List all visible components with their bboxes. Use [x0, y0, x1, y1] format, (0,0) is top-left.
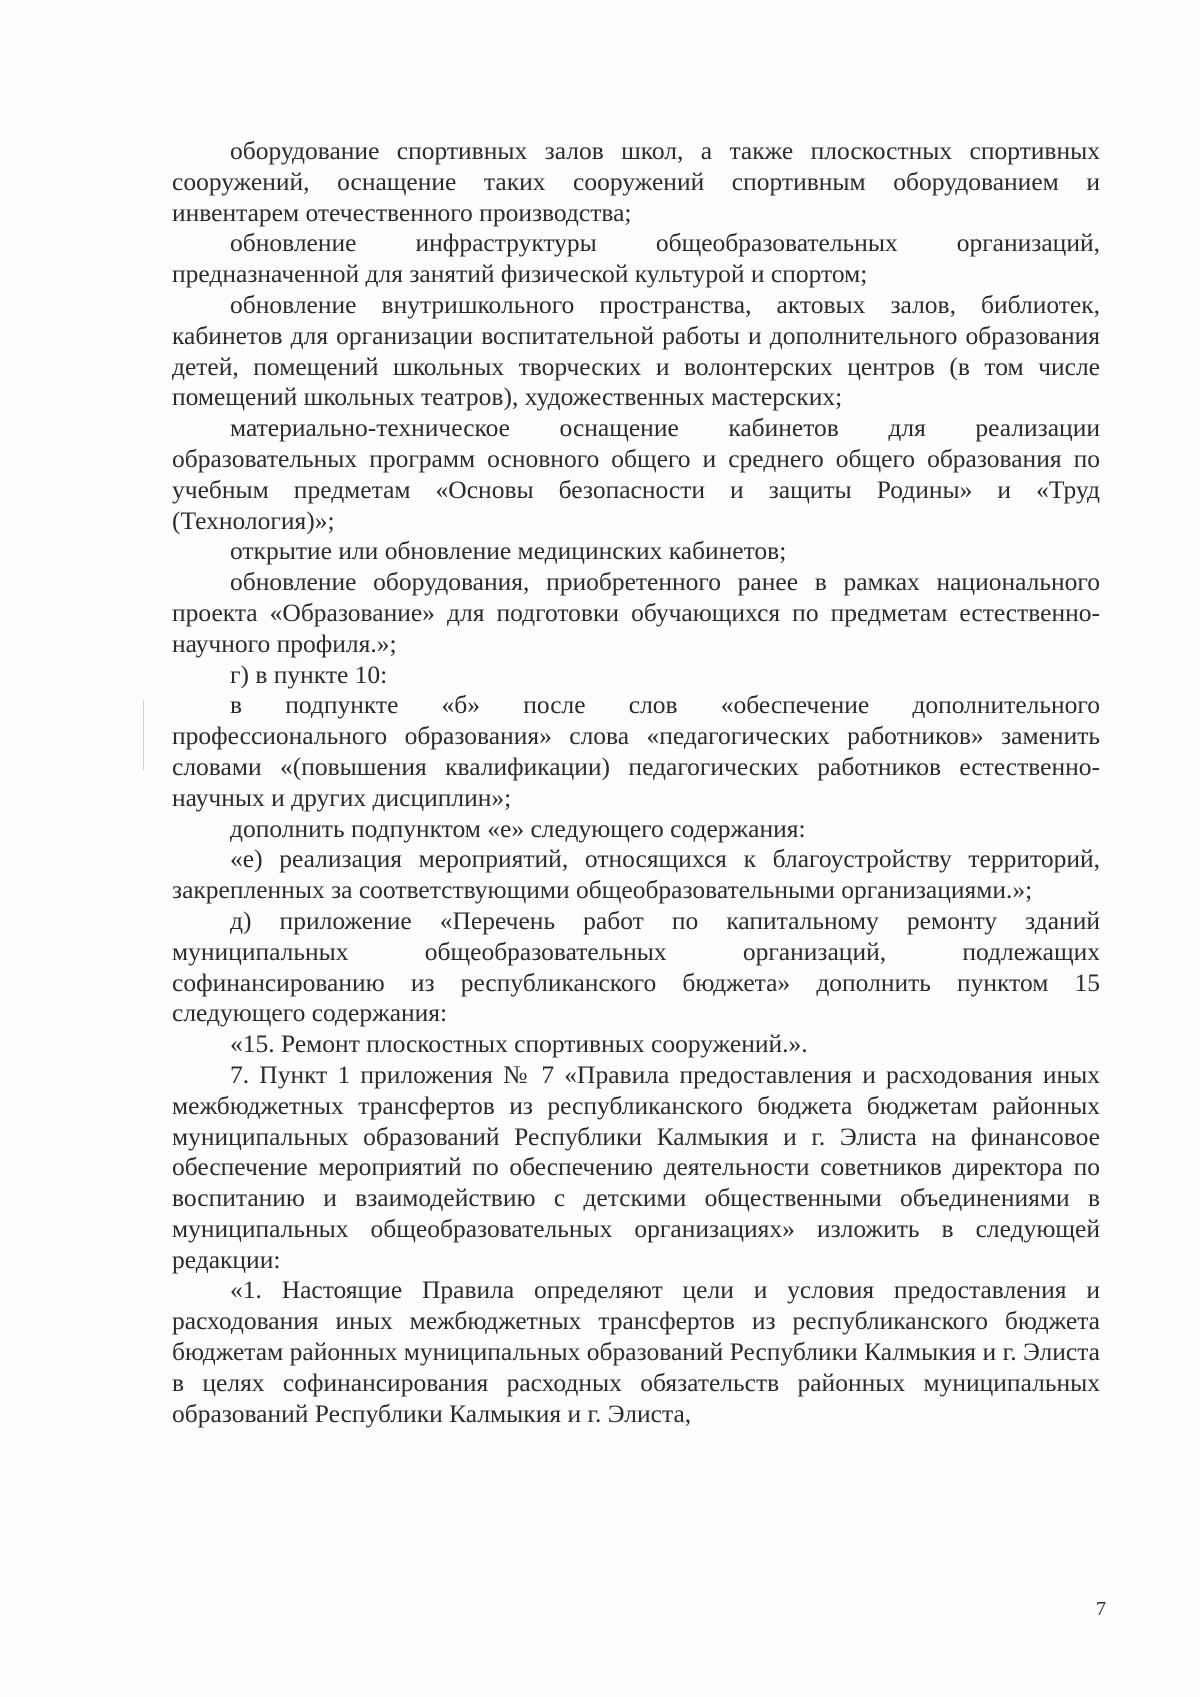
paragraph: в подпункте «б» после слов «обеспечение дополнительного профессионального образования» слова «педагогических работников» заменить словами «(повышения квалификации) педагогических работников естественно-научных и других дисциплин»; — [172, 690, 1100, 812]
scan-artifact — [143, 700, 144, 770]
paragraph: «е) реализация мероприятий, относящихся к благоустройству территорий, закрепленных за соответствующими общеобразовательными организациями.»; — [172, 844, 1100, 905]
paragraph: дополнить подпунктом «е» следующего содержания: — [230, 813, 806, 843]
page-number: 7 — [1096, 1598, 1106, 1620]
paragraph: обновление оборудования, приобретенного ранее в рамках национального проекта «Образование» для подготовки обучающихся по предметам естественно-научного профиля.»; — [172, 567, 1100, 658]
paragraph: 7. Пункт 1 приложения № 7 «Правила предоставления и расходования иных межбюджетных трансфертов из республиканского бюджета бюджетам районных муниципальных образований Республики Калмыкия и г. Элиста на финансовое обеспечение мероприятий по обеспечению деятельности советников директора по воспитанию и взаимодействию с детскими общественными объединениями в муниципальных общеобразовательных организациях» изложить в следующей редакции: — [172, 1059, 1100, 1274]
paragraph: г) в пункте 10: — [230, 659, 388, 689]
paragraph: обновление инфраструктуры общеобразовательных организаций, предназначенной для занятий физической культурой и спортом; — [172, 228, 1100, 289]
paragraph: открытие или обновление медицинских кабинетов; — [230, 536, 787, 566]
paragraph: обновление внутришкольного пространства, актовых залов, библиотек, кабинетов для организации воспитательной работы и дополнительного образования детей, помещений школьных творческих и волонтерских центров (в том числе помещений школьных театров), художественных мастерских; — [172, 289, 1100, 412]
paragraph: д) приложение «Перечень работ по капитальному ремонту зданий муниципальных общеобразовательных организаций, подлежащих софинансированию из республиканского бюджета» дополнить пунктом 15 следующего содержания: — [172, 905, 1100, 1028]
paragraph: «15. Ремонт плоскостных спортивных сооружений.». — [230, 1029, 808, 1059]
paragraph: оборудование спортивных залов школ, а также плоскостных спортивных сооружений, оснащение таких сооружений спортивным оборудованием и инвентарем отечественного производства; — [172, 136, 1100, 227]
paragraph: материально-техническое оснащение кабинетов для реализации образовательных программ основного общего и среднего общего образования по учебным предметам «Основы безопасности и защиты Родины» и «Труд (Технология)»; — [172, 413, 1100, 535]
document-body — [172, 136, 1100, 1429]
paragraph: «1. Настоящие Правила определяют цели и условия предоставления и расходования иных межбюджетных трансфертов из республиканского бюджета бюджетам районных муниципальных образований Республики Калмыкия и г. Элиста в целях софинансирования расходных обязательств районных муниципальных образований Республики Калмыкия и г. Элиста, — [172, 1275, 1100, 1428]
